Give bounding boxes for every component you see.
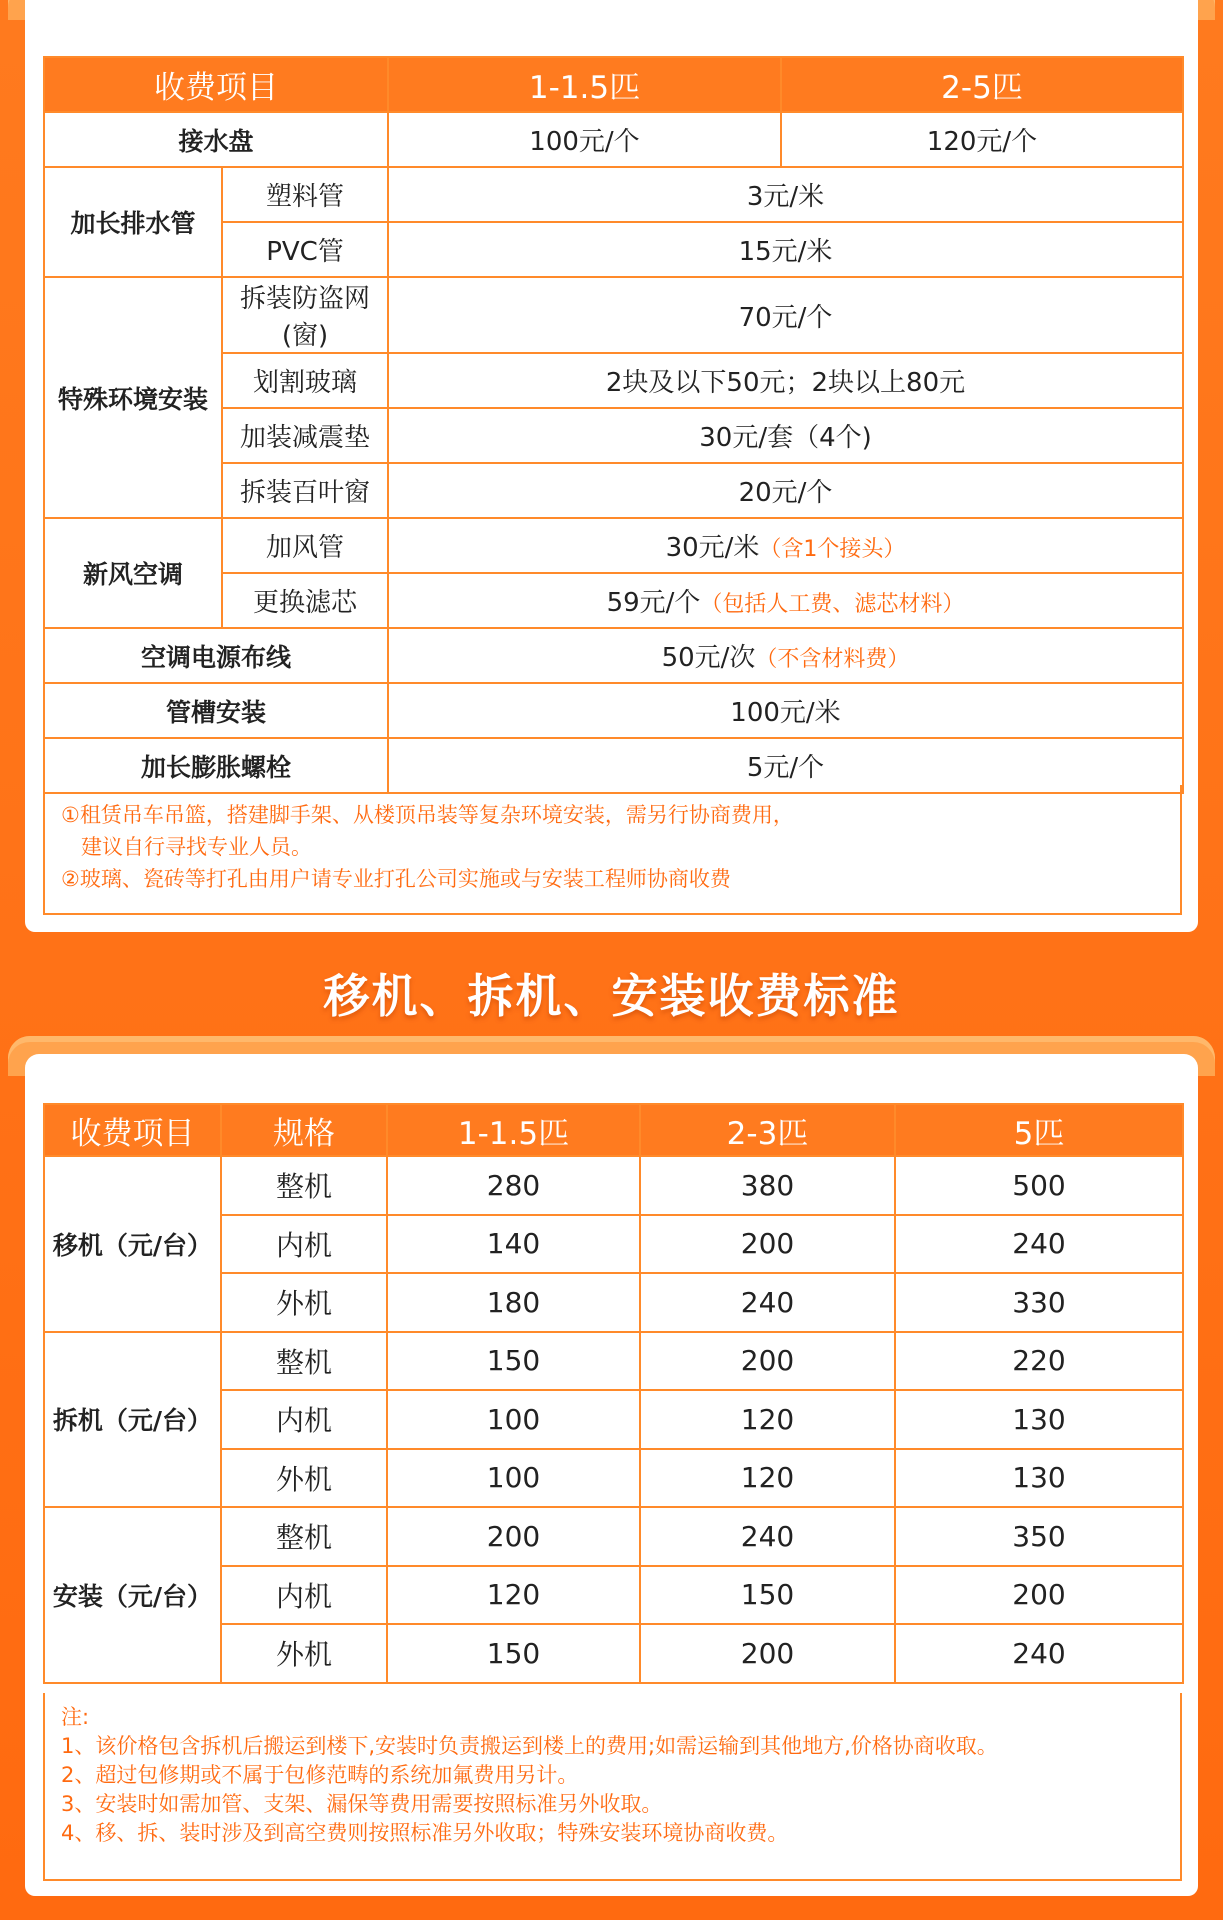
note-line: 1、该价格包含拆机后搬运到楼下,安装时负责搬运到楼上的费用;如需运输到其他地方,价格协商收取。 [61,1734,998,1758]
header-1-1.5hp: 1-1.5匹 [388,57,781,112]
price-note: （包括人工费、滤芯材料） [700,592,965,617]
header-item: 收费项目 [44,1104,221,1156]
row-label: 管槽安装 [44,683,388,738]
header-2-3hp: 2-3匹 [640,1104,895,1156]
header-1-1.5hp: 1-1.5匹 [387,1104,640,1156]
table-row [44,628,1183,683]
price-text: 50元/次 [661,643,756,673]
price-cell: 240 [640,1273,895,1332]
group-label: 特殊环境安装 [44,277,222,518]
spec-cell: 外机 [221,1624,387,1683]
row-label: 加风管 [222,518,388,573]
group-label: 安装（元/台） [44,1507,221,1683]
price-cell: 120 [640,1449,895,1508]
spec-cell: 内机 [221,1566,387,1625]
service-notes [43,1693,1182,1881]
table-row [44,277,1183,353]
price-note: （不含材料费） [755,647,910,672]
cell-value: 120元/个 [781,112,1183,167]
cell-value: 2块及以下50元；2块以上80元 [388,353,1183,408]
group-label: 移机（元/台） [44,1156,221,1332]
price-note: （含1个接头） [759,537,906,562]
section-title: 移机、拆机、安装收费标准 [323,969,900,1023]
price-cell: 200 [640,1624,895,1683]
price-cell: 120 [387,1566,640,1625]
group-label: 拆机（元/台） [44,1332,221,1508]
price-cell: 500 [895,1156,1183,1215]
cell-value: 100元/个 [388,112,781,167]
note-line: 注: [61,1705,90,1729]
spec-cell: 整机 [221,1156,387,1215]
row-label: 拆装防盗网(窗) [222,277,388,353]
price-text: 59元/个 [606,588,701,618]
note-line: 建议自行寻找专业人员。 [81,835,312,859]
price-cell: 130 [895,1390,1183,1449]
header-2-5hp: 2-5匹 [781,57,1183,112]
note-line: 2、超过包修期或不属于包修范畴的系统加氟费用另计。 [61,1763,579,1787]
cell-value: 20元/个 [388,463,1183,518]
price-cell: 150 [387,1332,640,1391]
price-cell: 220 [895,1332,1183,1391]
accessory-fee-table [43,56,1184,794]
cell-value: 30元/套（4个) [388,408,1183,463]
row-label: 加长膨胀螺栓 [44,738,388,793]
table-header-row [44,1104,1183,1156]
cell-value [388,628,1183,683]
note-line: 3、安装时如需加管、支架、漏保等费用需要按照标准另外收取。 [61,1792,663,1816]
price-cell: 280 [387,1156,640,1215]
price-cell: 100 [387,1390,640,1449]
cell-value: 70元/个 [388,277,1183,353]
price-text: 30元/米 [665,533,760,563]
spec-cell: 内机 [221,1215,387,1274]
card-top-inner [25,8,1198,28]
group-label: 加长排水管 [44,167,222,277]
table-row [44,112,1183,167]
note-line: 4、移、拆、装时涉及到高空费则按照标准另外收取；特殊安装环境协商收费。 [61,1821,789,1845]
cell-value: 100元/米 [388,683,1183,738]
price-cell: 100 [387,1449,640,1508]
row-label: 塑料管 [222,167,388,222]
group-label: 新风空调 [44,518,222,628]
spec-cell: 整机 [221,1507,387,1566]
header-5hp: 5匹 [895,1104,1183,1156]
row-label: 接水盘 [44,112,388,167]
row-label: 加装减震垫 [222,408,388,463]
price-cell: 180 [387,1273,640,1332]
price-cell: 200 [895,1566,1183,1625]
spec-cell: 整机 [221,1332,387,1391]
price-cell: 120 [640,1390,895,1449]
cell-value: 15元/米 [388,222,1183,277]
service-fee-table [43,1103,1184,1684]
table-row [44,1507,1183,1566]
table-row [44,683,1183,738]
price-cell: 350 [895,1507,1183,1566]
header-spec: 规格 [221,1104,387,1156]
table-row [44,518,1183,573]
price-cell: 240 [895,1215,1183,1274]
row-label: 更换滤芯 [222,573,388,628]
cell-value: 3元/米 [388,167,1183,222]
price-cell: 200 [640,1332,895,1391]
accessory-notes [43,785,1182,915]
header-item: 收费项目 [44,57,388,112]
price-cell: 130 [895,1449,1183,1508]
table-row [44,1332,1183,1391]
price-cell: 150 [640,1566,895,1625]
card-top-inner [25,1054,1198,1074]
row-label: 划割玻璃 [222,353,388,408]
price-cell: 150 [387,1624,640,1683]
row-label: PVC管 [222,222,388,277]
cell-value [388,518,1183,573]
price-cell: 140 [387,1215,640,1274]
spec-cell: 外机 [221,1449,387,1508]
note-line: ①租赁吊车吊篮，搭建脚手架、从楼顶吊装等复杂环境安装，需另行协商费用， [61,803,794,827]
price-cell: 240 [640,1507,895,1566]
spec-cell: 外机 [221,1273,387,1332]
table-header-row [44,57,1183,112]
cell-value: 5元/个 [388,738,1183,793]
price-cell: 330 [895,1273,1183,1332]
price-cell: 240 [895,1624,1183,1683]
price-cell: 380 [640,1156,895,1215]
table-row [44,1156,1183,1215]
cell-value [388,573,1183,628]
note-line: ②玻璃、瓷砖等打孔由用户请专业打孔公司实施或与安装工程师协商收费 [61,867,731,891]
row-label: 拆装百叶窗 [222,463,388,518]
price-cell: 200 [640,1215,895,1274]
table-row [44,167,1183,222]
row-label: 空调电源布线 [44,628,388,683]
price-cell: 200 [387,1507,640,1566]
spec-cell: 内机 [221,1390,387,1449]
